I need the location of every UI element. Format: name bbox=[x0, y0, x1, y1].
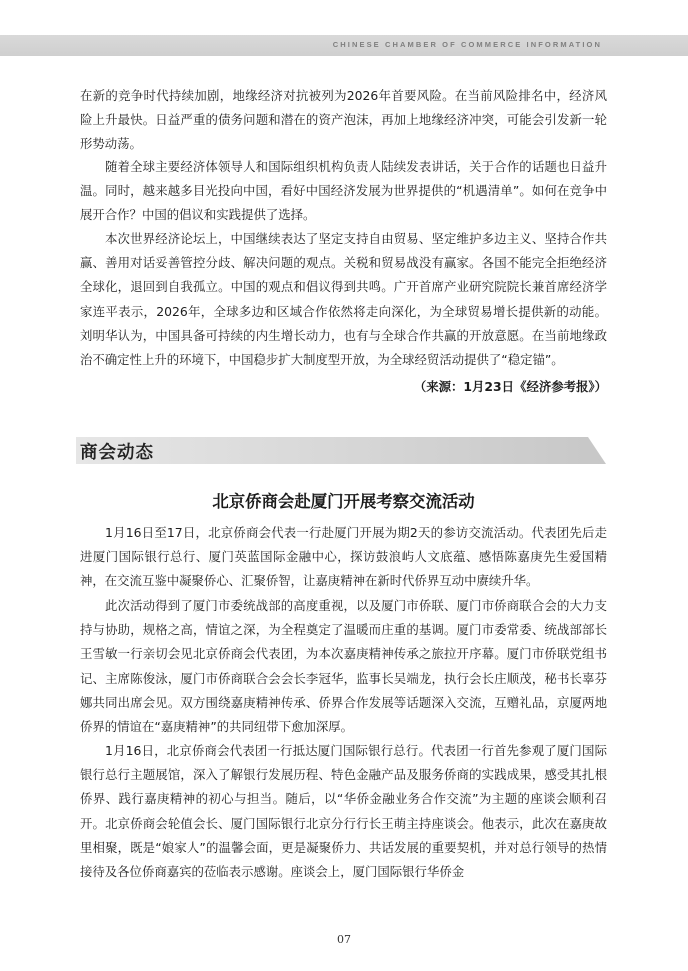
article-title: 北京侨商会赴厦门开展考察交流活动 bbox=[212, 492, 475, 511]
article-paragraph: 1月16日至17日，北京侨商会代表一行赴厦门开展为期2天的参访交流活动。代表团先后走进厦门国际银行总行、厦门英蓝国际金融中心，探访鼓浪屿人文底蕴、感悟陈嘉庚先生爱国精神，在交流互鉴中凝聚侨心、汇聚侨智，让嘉庚精神在新时代侨界互动中赓续升华。 bbox=[80, 525, 607, 589]
body-paragraph: 本次世界经济论坛上，中国继续表达了坚定支持自由贸易、坚定维护多边主义、坚持合作共赢、善用对话妥善管控分歧、解决问题的观点。关税和贸易战没有赢家。各国不能完全拒绝经济全球化，退回到自我孤立。中国的观点和倡议得到共鸣。广开首席产业研究院院长兼首席经济学家连平表示，2026年，全球多边和区域合作依然将走向深化，为全球贸易增长提供新的动能。刘明华认为，中国具备可持续的内生增长动力，也有与全球合作共赢的开放意愿。在当前地缘政治不确定性上升的环境下，中国稳步扩大制度型开放，为全球经贸活动提供了“稳定锚”。 bbox=[80, 231, 607, 368]
article-paragraph: 此次活动得到了厦门市委统战部的高度重视，以及厦门市侨联、厦门市侨商联合会的大力支持与协助，规格之高，情谊之深，为全程奠定了温暖而庄重的基调。厦门市委常委、统战部部长王雪敏一行亲切会见北京侨商会代表团，为本次嘉庚精神传承之旅拉开序幕。厦门市侨联党组书记、主席陈俊泳，厦门市侨商联合会会长李冠华，监事长吴端龙，执行会长庄顺茂，秘书长辜芬娜共同出席会见。双方围绕嘉庚精神传承、侨界合作发展等话题深入交流，互赠礼品，京厦两地侨界的情谊在“嘉庚精神”的共同纽带下愈加深厚。 bbox=[80, 598, 607, 735]
section-title: 商会动态 bbox=[80, 443, 154, 463]
running-header: CHINESE CHAMBER OF COMMERCE INFORMATION bbox=[332, 40, 602, 49]
article-paragraph: 1月16日，北京侨商会代表团一行抵达厦门国际银行总行。代表团一行首先参观了厦门国际银行总行主题展馆，深入了解银行发展历程、特色金融产品及服务侨商的实践成果，感受其扎根侨界、践行嘉庚精神的初心与担当。随后，以“华侨金融业务合作交流”为主题的座谈会顺利召开。北京侨商会轮值会长、厦门国际银行北京分行行长王萌主持座谈会。他表示，此次在嘉庚故里相聚，既是“娘家人”的温馨会面，更是凝聚侨力、共话发展的重要契机，并对总行领导的热情接待及各位侨商嘉宾的莅临表示感谢。座谈会上，厦门国际银行华侨金 bbox=[80, 743, 607, 880]
body-paragraph: 在新的竞争时代持续加剧，地缘经济对抗被列为2026年首要风险。在当前风险排名中，经济风险上升最快。日益严重的债务问题和潜在的资产泡沫，再加上地缘经济冲突，可能会引发新一轮形势动荡。 bbox=[80, 88, 607, 152]
page-number: 07 bbox=[337, 933, 351, 946]
source-citation: （来源：1月23日《经济参考报》） bbox=[413, 379, 607, 394]
section-banner bbox=[76, 437, 606, 464]
body-paragraph: 随着全球主要经济体领导人和国际组织机构负责人陆续发表讲话，关于合作的话题也日益升温。同时，越来越多目光投向中国，看好中国经济发展为世界提供的“机遇清单”。如何在竞争中展开合作？中国的倡议和实践提供了选择。 bbox=[80, 159, 607, 223]
